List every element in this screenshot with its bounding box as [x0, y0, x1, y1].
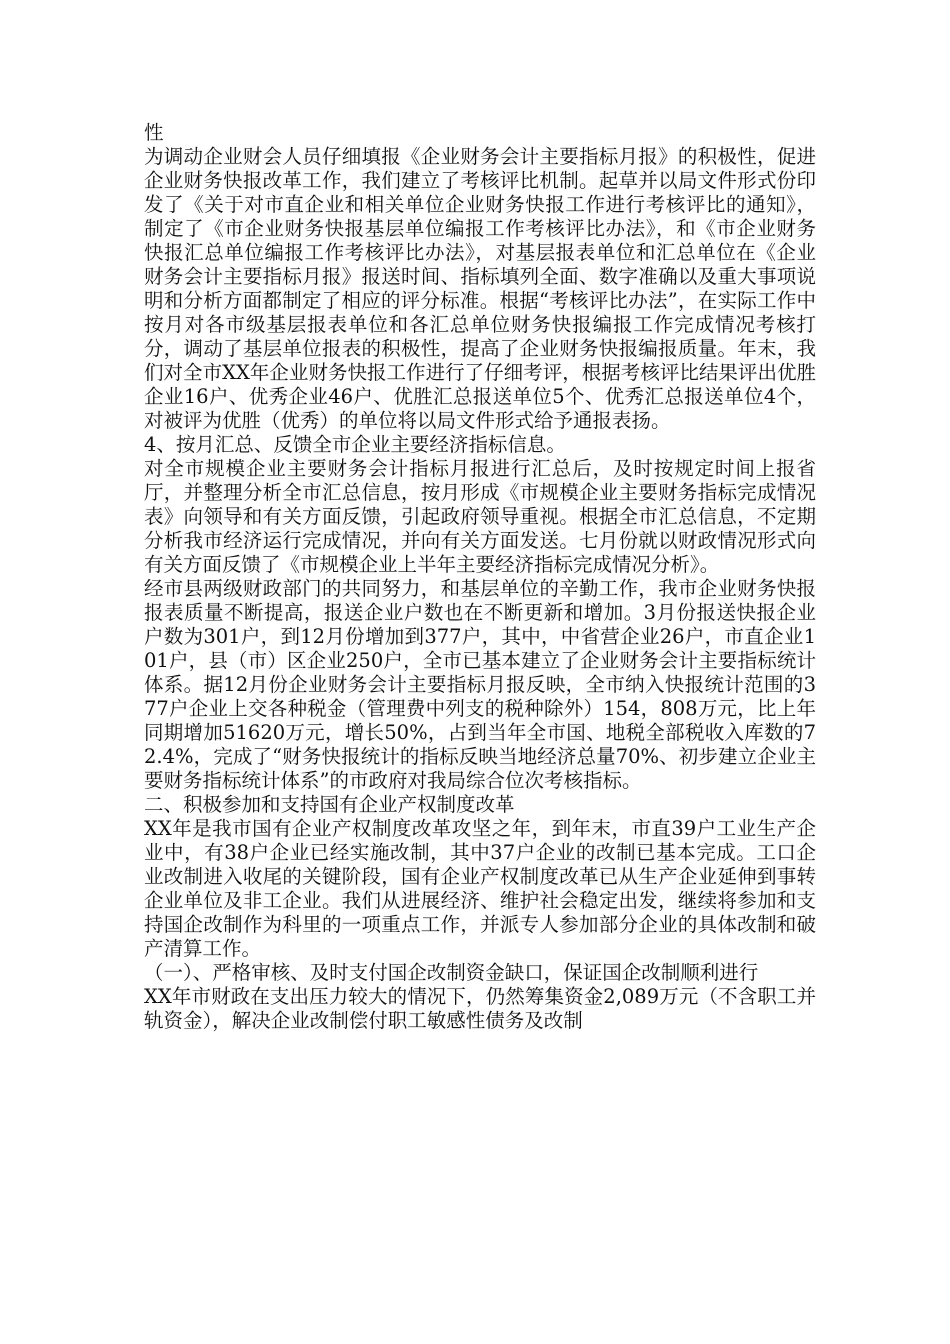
section-heading-4: 4、按月汇总、反馈全市企业主要经济指标信息。	[144, 433, 566, 456]
paragraph-funding: XX年市财政在支出压力较大的情况下，仍然筹集资金2,089万元（不含职工并轨资金），解决企业改制偿付职工敏感性债务及改制	[144, 985, 816, 1032]
paragraph-continuation: 性	[144, 121, 164, 144]
paragraph-reform: XX年是我市国有企业产权制度改革攻坚之年，到年末，市直39户工业生产企业中，有38户企业已经实施改制，其中37户企业的改制已基本完成。工口企业改制进入收尾的关键阶段，国有企业产权制度改革已从生产企业延伸到事转企业单位及非工企业。我们从进展经济、维护社会稳定出发，继续将参加和支持国企改制作为科里的一项重点工作，并派专人参加部分企业的具体改制和破产清算工作。	[144, 817, 816, 960]
section-heading-2: 二、积极参加和支持国有企业产权制度改革	[144, 793, 515, 816]
paragraph-evaluation-mechanism: 为调动企业财会人员仔细填报《企业财务会计主要指标月报》的积极性，促进企业财务快报改革工作，我们建立了考核评比机制。起草并以局文件形式份印发了《关于对市直企业和相关单位企业财务快报工作进行考核评比的通知》，制定了《市企业财务快报基层单位编报工作考核评比办法》，和《市企业财务快报汇总单位编报工作考核评比办法》，对基层报表单位和汇总单位在《企业财务会计主要指标月报》报送时间、指标填列全面、数字准确以及重大事项说明和分析方面都制定了相应的评分标准。根据“考核评比办法”，在实际工作中按月对各市级基层报表单位和各汇总单位财务快报编报工作完成情况考核打分，调动了基层单位报表的积极性，提高了企业财务快报编报质量。年末，我们对全市XX年企业财务快报工作进行了仔细考评，根据考核评比结果评出优胜企业16户、优秀企业46户、优胜汇总报送单位5个、优秀汇总报送单位4个，对被评为优胜（优秀）的单位将以局文件形式给予通报表扬。	[144, 145, 816, 432]
paragraph-monthly-summary: 对全市规模企业主要财务会计指标月报进行汇总后，及时按规定时间上报省厅，并整理分析全市汇总信息，按月形成《市规模企业主要财务指标完成情况表》向领导和有关方面反馈，引起政府领导重视。根据全市汇总信息，不定期分析我市经济运行完成情况，并向有关方面发送。七月份就以财政情况形式向有关方面反馈了《市规模企业上半年主要经济指标完成情况分析》。	[144, 457, 816, 576]
subsection-heading-1: （一）、严格审核、及时支付国企改制资金缺口，保证国企改制顺利进行	[144, 961, 759, 984]
paragraph-report-quality: 经市县两级财政部门的共同努力，和基层单位的辛勤工作，我市企业财务快报报表质量不断提高，报送企业户数也在不断更新和增加。3月份报送快报企业户数为301户，到12月份增加到377户，其中，中省营企业26户，市直企业101户，县（市）区企业250户，全市已基本建立了企业财务会计主要指标统计体系。据12月份企业财务会计主要指标月报反映，全市纳入快报统计范围的377户企业上交各种税金（管理费中列支的税种除外）154，808万元，比上年同期增加51620万元，增长50%，占到当年全市国、地税全部税收入库数的72.4%，完成了“财务快报统计的指标反映当地经济总量70%、初步建立企业主要财务指标统计体系”的市政府对我局综合位次考核指标。	[144, 577, 816, 792]
document-body	[144, 121, 816, 1033]
